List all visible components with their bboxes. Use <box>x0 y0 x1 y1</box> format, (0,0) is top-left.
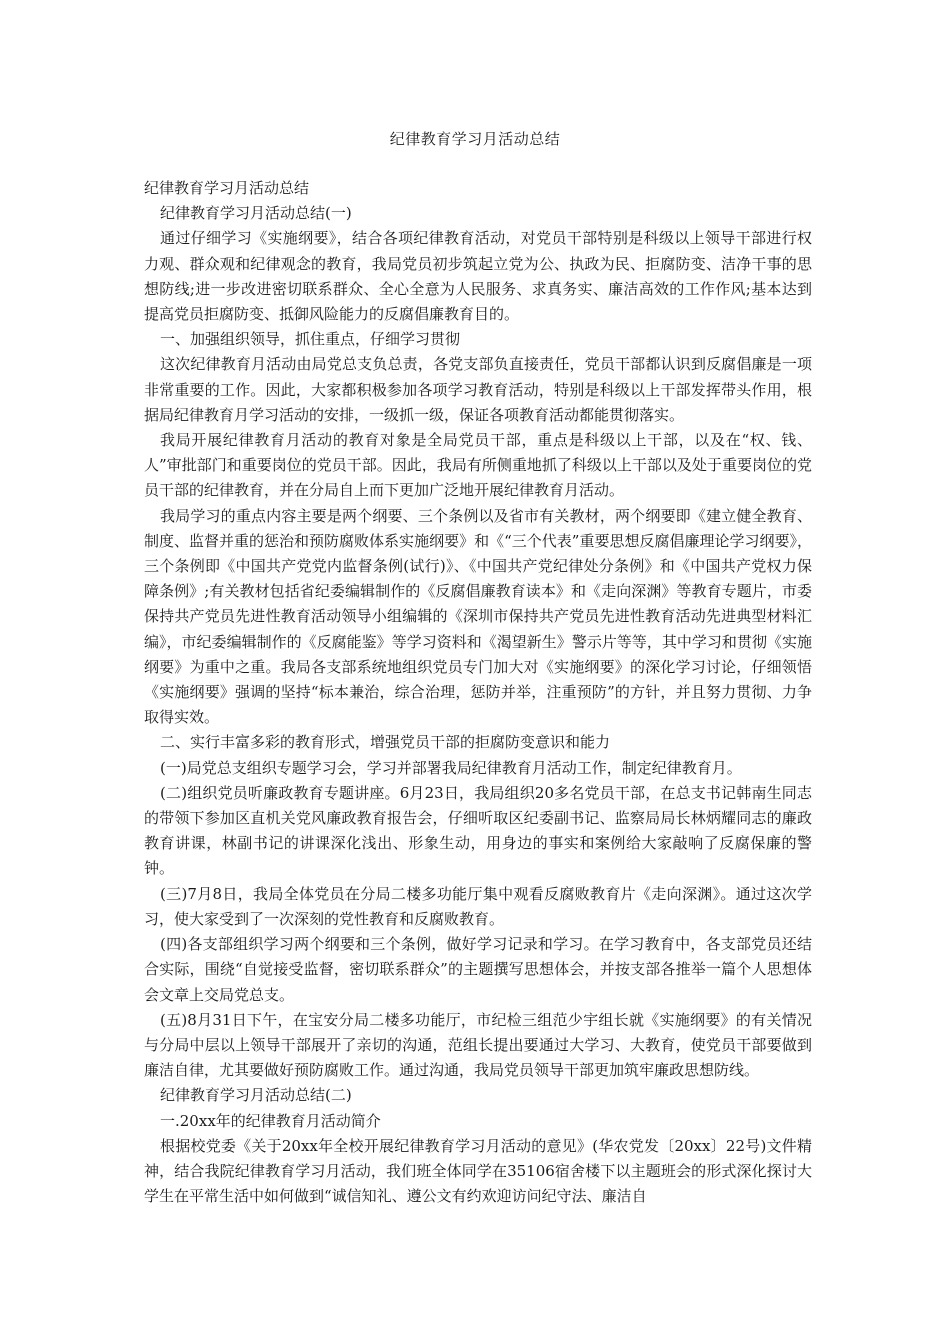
paragraph: 我局开展纪律教育月活动的教育对象是全局党员干部，重点是科级以上干部，以及在“权、钱、人”审批部门和重要岗位的党员干部。因此，我局有所侧重地抓了科级以上干部以及处于重要岗位的党员干部的纪律教育，并在分局自上而下更加广泛地开展纪律教育月活动。 <box>144 431 812 500</box>
list-item: (二)组织党员听廉政教育专题讲座。6月23日，我局组织20多名党员干部，在总支书记韩南生同志的带领下参加区直机关党风廉政教育报告会，仔细听取区纪委副书记、监察局局长林炳耀同志的廉政教育讲课，林副书记的讲课深化浅出、形象生动，用身边的事实和案例给大家敲响了反腐保廉的警钟。 <box>144 783 812 878</box>
paragraph: 通过仔细学习《实施纲要》，结合各项纪律教育活动，对党员干部特别是科级以上领导干部进行权力观、群众观和纪律观念的教育，我局党员初步筑起立党为公、执政为民、拒腐防变、洁净干事的思想防线;进一步改进密切联系群众、全心全意为人民服务、求真务实、廉洁高效的工作作风;基本达到提高党员拒腐防变、抵御风险能力的反腐倡廉教育目的。 <box>144 229 812 324</box>
paragraph: 这次纪律教育月活动由局党总支负总责，各党支部负直接责任，党员干部都认识到反腐倡廉是一项非常重要的工作。因此，大家都积极参加各项学习教育活动，特别是科级以上干部发挥带头作用，根据局纪律教育月学习活动的安排，一级抓一级，保证各项教育活动都能贯彻落实。 <box>144 355 812 424</box>
paragraph: 我局学习的重点内容主要是两个纲要、三个条例以及省市有关教材，两个纲要即《建立健全教育、制度、监督并重的惩治和预防腐败体系实施纲要》和《“三个代表”重要思想反腐倡廉理论学习纲要》，三个条例即《中国共产党党内监督条例(试行)》、《中国共产党纪律处分条例》和《中国共产党权力保障条例》;有关教材包括省纪委编辑制作的《反腐倡廉教育读本》和《走向深渊》等教育专题片，市委保持共产党员先进性教育活动领导小组编辑的《深圳市保持共产党员先进性教育活动先进典型材料汇编》，市纪委编辑制作的《反腐能鉴》等学习资料和《渴望新生》警示片等等，其中学习和贯彻《实施纲要》为重中之重。我局各支部系统地组织党员专门加大对《实施纲要》的深化学习讨论，仔细领悟《实施纲要》强调的坚持“标本兼治，综合治理，惩防并举，注重预防”的方针，并且努力贯彻、力争取得实效。 <box>144 506 812 727</box>
document-body <box>144 176 812 1209</box>
paragraph-heading: 纪律教育学习月活动总结 <box>144 179 310 197</box>
document-title: 纪律教育学习月活动总结 <box>389 130 561 148</box>
subheading: 二、实行丰富多彩的教育形式，增强党员干部的拒腐防变意识和能力 <box>160 733 611 752</box>
list-item: (三)7月8日，我局全体党员在分局二楼多功能厅集中观看反腐败教育片《走向深渊》。通过这次学习，使大家受到了一次深刻的党性教育和反腐败教育。 <box>144 884 812 928</box>
subheading: 一.20xx年的纪律教育月活动简介 <box>160 1111 381 1130</box>
section-heading-part-one: 纪律教育学习月活动总结(一) <box>160 204 352 223</box>
list-item: (四)各支部组织学习两个纲要和三个条例，做好学习记录和学习。在学习教育中，各支部党员还结合实际，围绕“自觉接受监督，密切联系群众”的主题撰写思想体会，并按支部各推举一篇个人思想体会文章上交局党总支。 <box>144 935 812 1004</box>
list-item: (一)局党总支组织专题学习会，学习并部署我局纪律教育月活动工作，制定纪律教育月。 <box>160 758 742 777</box>
paragraph: 根据校党委《关于20xx年全校开展纪律教育学习月活动的意见》(华农党发〔20xx〕22号)文件精神，结合我院纪律教育学习月活动，我们班全体同学在35106宿舍楼下以主题班会的形式深化探讨大学生在平常生活中如何做到“诚信知礼、遵公文有约欢迎访问纪守法、廉洁自 <box>144 1136 812 1206</box>
subheading: 一、加强组织领导，抓住重点，仔细学习贯彻 <box>160 330 461 349</box>
section-heading-part-two: 纪律教育学习月活动总结(二) <box>160 1086 352 1105</box>
list-item: (五)8月31日下午，在宝安分局二楼多功能厅，市纪检三组范少宇组长就《实施纲要》的有关情况与分局中层以上领导干部展开了亲切的沟通，范组长提出要通过大学习、大教育，使党员干部要做到廉洁自律，尤其要做好预防腐败工作。通过沟通，我局党员领导干部更加筑牢廉政思想防线。 <box>144 1010 812 1080</box>
